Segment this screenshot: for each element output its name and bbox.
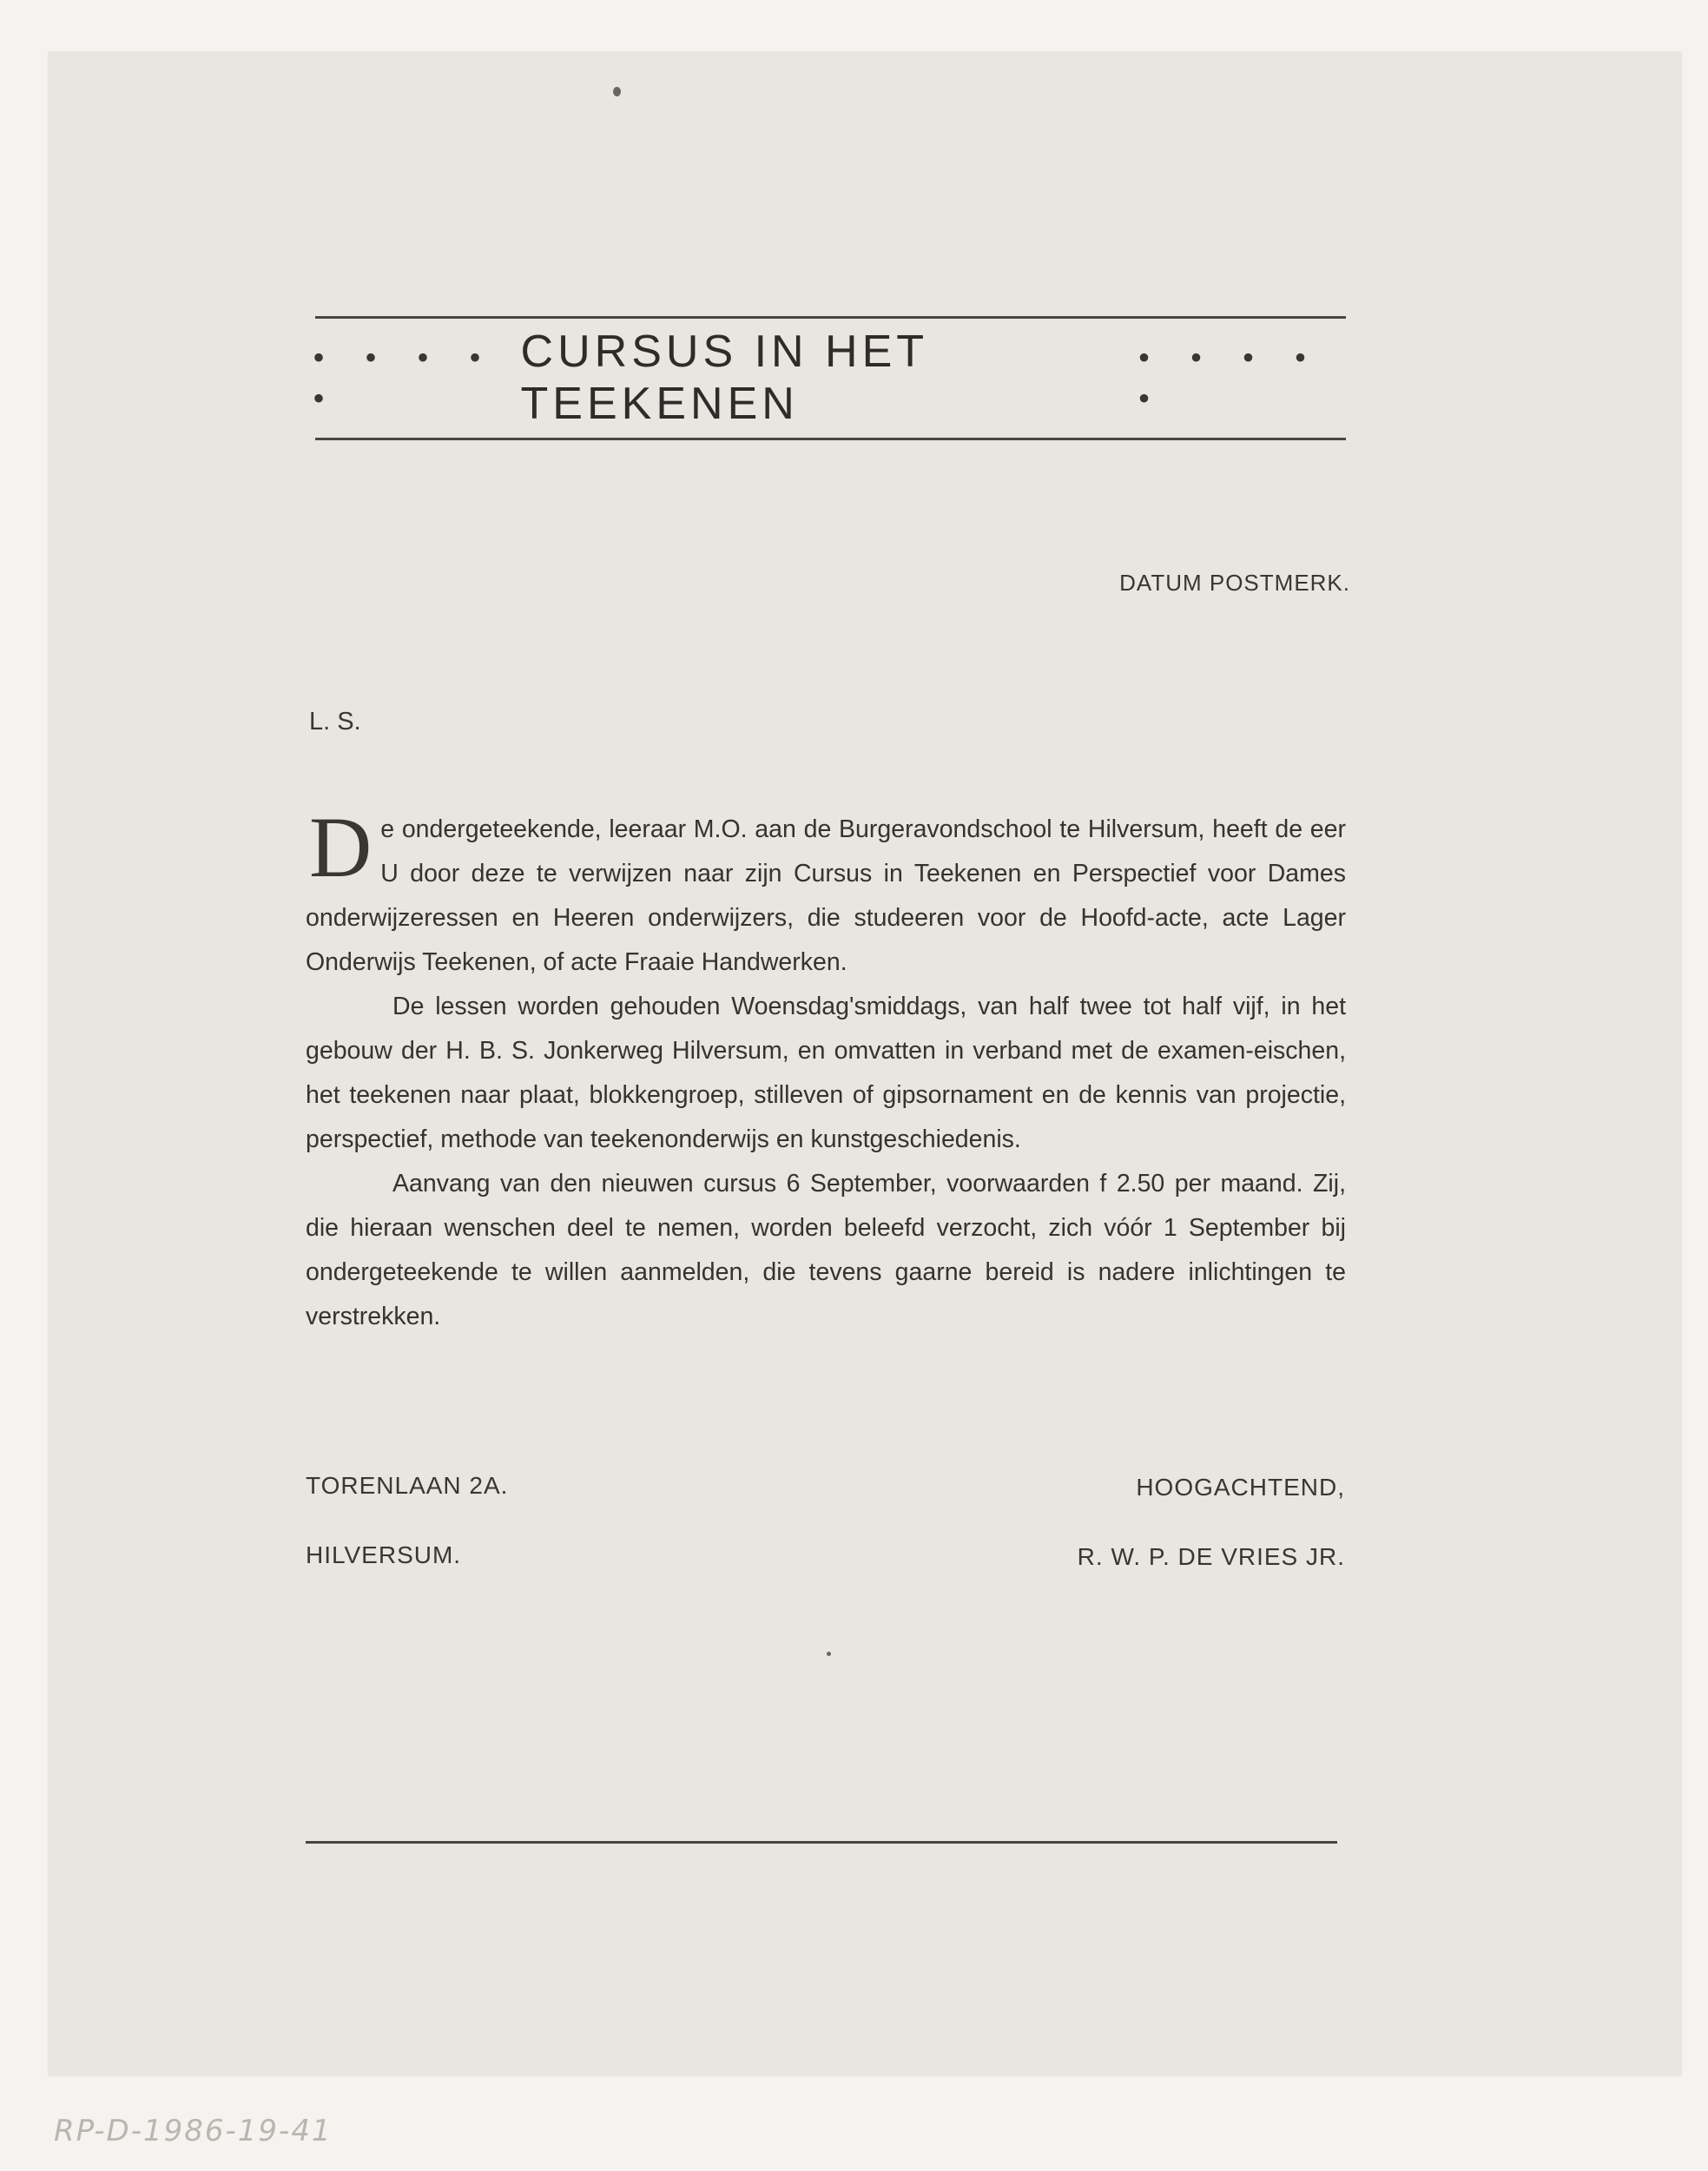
- bottom-rule: [306, 1841, 1337, 1844]
- salutation: L. S.: [309, 708, 361, 736]
- date-line: DATUM POSTMERK.: [1119, 570, 1350, 596]
- paragraph-1: [306, 799, 1346, 985]
- title-rule-top: [315, 316, 1346, 319]
- closing: HOOGACHTEND,: [1136, 1474, 1345, 1501]
- title-rule-bottom: [315, 438, 1346, 440]
- speck-mark: [613, 87, 621, 96]
- title-text: CURSUS IN HET TEEKENEN: [520, 327, 928, 429]
- letter-body: [306, 799, 1346, 1339]
- address-street: TORENLAAN 2A.: [306, 1472, 509, 1499]
- document-title: [313, 327, 1346, 429]
- inventory-number: RP-D-1986-19-41: [54, 2114, 333, 2148]
- signature: R. W. P. DE VRIES JR.: [1077, 1543, 1345, 1570]
- paragraph-2: De lessen worden gehouden Woensdag'smiddags, van half twee tot half vijf, in het gebouw der H. B. S. Jonkerweg Hilversum, en omvatten in verband met de examen-eischen, het teekenen naar plaat, blokkengroep, stilleven of gipsornament en de kennis van projectie, perspectief, methode van teekenonderwijs en kunstgeschiedenis.: [306, 993, 1346, 1153]
- paragraph-3: Aanvang van den nieuwen cursus 6 September, voorwaarden f 2.50 per maand. Zij, die hieraan wenschen deel te nemen, worden beleefd verzocht, zich vóór 1 September bij ondergeteekende te willen aanmelden, die tevens gaarne bereid is nadere inlichtingen te verstrekken.: [306, 1170, 1346, 1330]
- speck-mark: [827, 1652, 831, 1656]
- drop-cap: D: [309, 799, 373, 895]
- title-dots-right: • • • • •: [1138, 338, 1322, 418]
- title-dots-left: • • • • •: [313, 338, 498, 418]
- paragraph-1-text: e ondergeteekende, leeraar M.O. aan de Burgeravondschool te Hilversum, heeft de eer U door deze te verwijzen naar zijn Cursus in Teekenen en Perspectief voor Dames onderwijzeressen en Heeren onderwijzers, die studeeren voor de Hoofd-acte, acte Lager Onderwijs Teekenen, of acte Fraaie Handwerken.: [306, 815, 1346, 976]
- address-city: HILVERSUM.: [306, 1541, 462, 1568]
